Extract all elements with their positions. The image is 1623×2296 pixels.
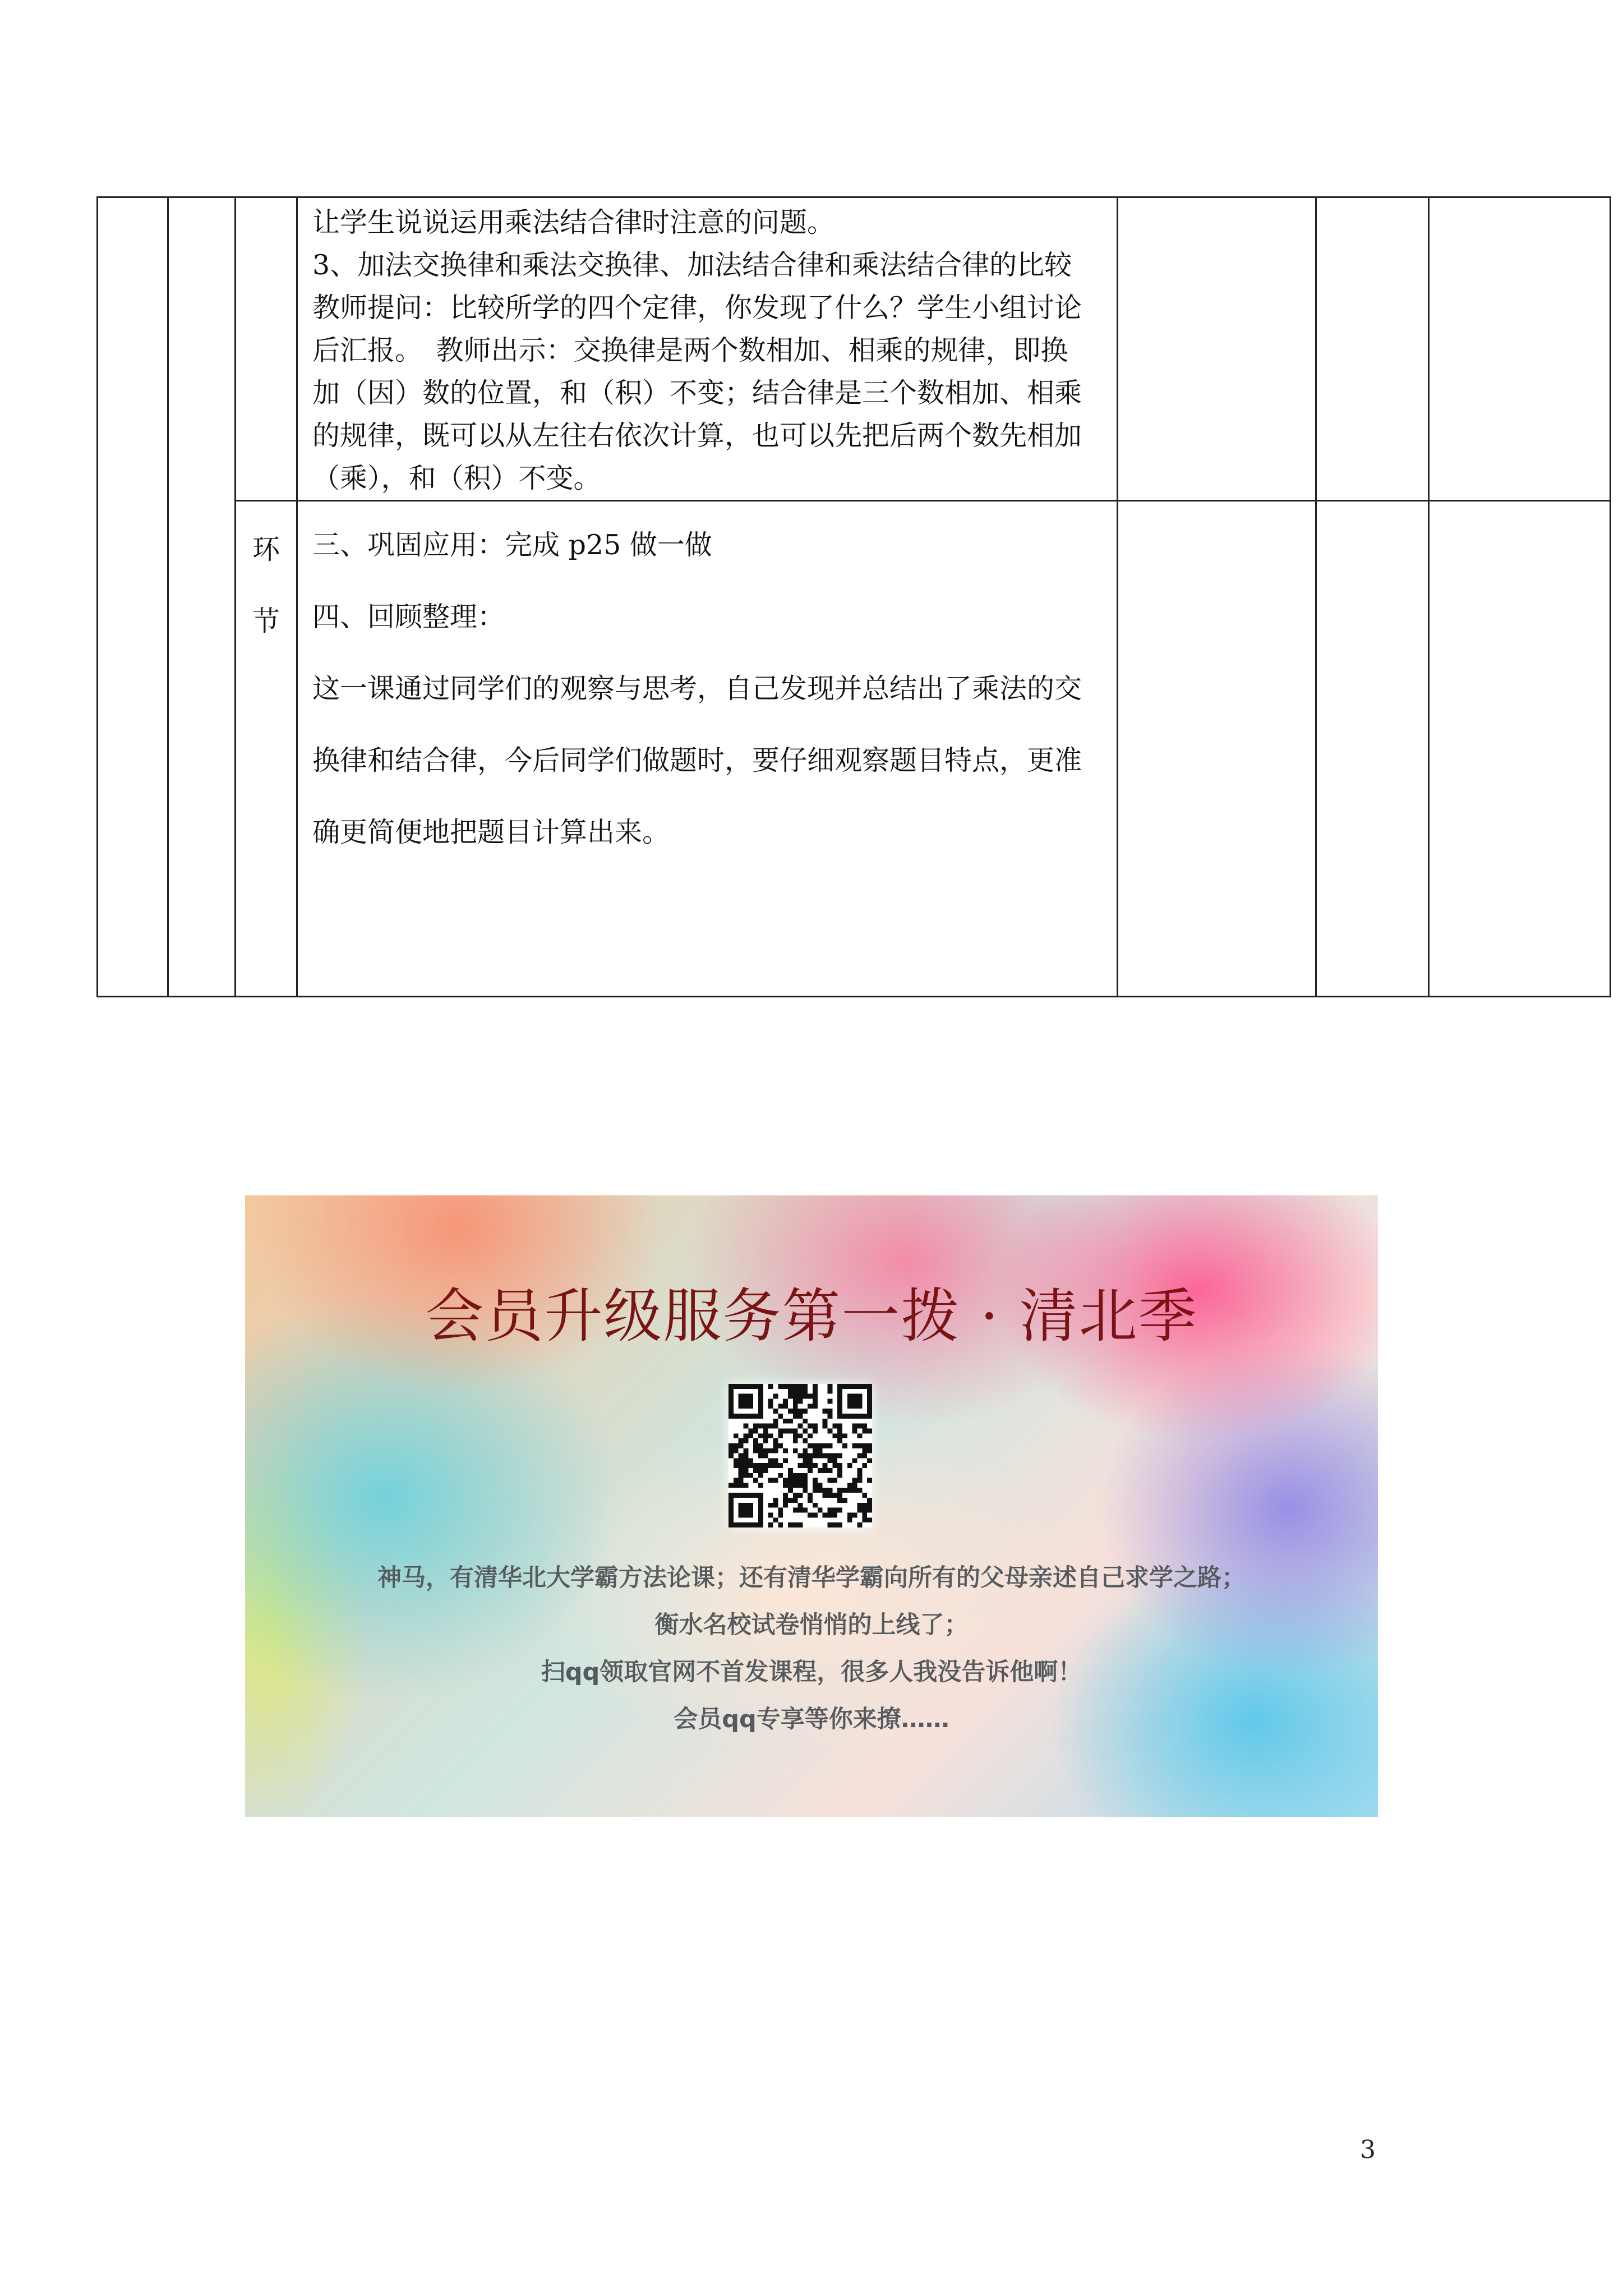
content-line: （乘），和（积）不变。 [312,462,601,494]
content-line: 三、巩固应用：完成 p25 做一做 [312,529,712,561]
content-line: 的规律，既可以从左往右依次计算，也可以先把后两个数先相加 [312,420,1082,452]
table-cell-stage [236,197,297,501]
table-cell-content [297,197,1118,501]
content-line: 后汇报。 教师出示：交换律是两个数相加、相乘的规律，即换 [312,334,1068,366]
stage-label-char: 环 [252,533,280,565]
table-cell-col1 [98,197,168,997]
banner-line: 神马，有清华北大学霸方法论课；还有清华学霸向所有的父母亲述自己求学之路； [377,1564,1246,1592]
banner-text [245,1554,1378,1743]
table-cell-content [297,501,1118,997]
banner-title: 会员升级服务第一拨 · 清北季 [425,1282,1198,1350]
content-line: 这一课通过同学们的观察与思考，自己发现并总结出了乘法的交 [312,673,1082,705]
lesson-plan-table [96,196,1611,997]
banner-line: 衡水名校试卷悄悄的上线了； [654,1611,969,1639]
table-row [98,197,1611,501]
table-cell-empty [1118,501,1316,997]
page-number: 3 [1360,2136,1376,2164]
stage-label-char: 节 [252,605,280,637]
table-cell-empty [1316,197,1429,501]
content-line: 换律和结合律，今后同学们做题时，要仔细观察题目特点，更准 [312,744,1082,776]
banner-line: 扫qq领取官网不首发课程，很多人我没告诉他啊！ [541,1658,1082,1686]
table-cell-empty [1429,197,1611,501]
table-cell-empty [1316,501,1429,997]
table-cell-empty [1118,197,1316,501]
content-line: 加（因）数的位置，和（积）不变；结合律是三个数相加、相乘 [312,377,1082,409]
content-line: 让学生说说运用乘法结合律时注意的问题。 [312,206,835,238]
table-cell-col2 [168,197,236,997]
table-cell-stage [236,501,297,997]
content-line: 3、加法交换律和乘法交换律、加法结合律和乘法结合律的比较 [312,249,1072,281]
content-line: 教师提问：比较所学的四个定律，你发现了什么？学生小组讨论 [312,292,1082,324]
table-cell-empty [1429,501,1611,997]
content-line: 四、回顾整理： [312,601,505,633]
table-row [98,501,1611,997]
qr-code-icon[interactable] [728,1384,872,1527]
content-line: 确更简便地把题目计算出来。 [312,816,670,848]
promo-banner [245,1195,1378,1817]
banner-line: 会员qq专享等你来撩…… [674,1705,949,1733]
